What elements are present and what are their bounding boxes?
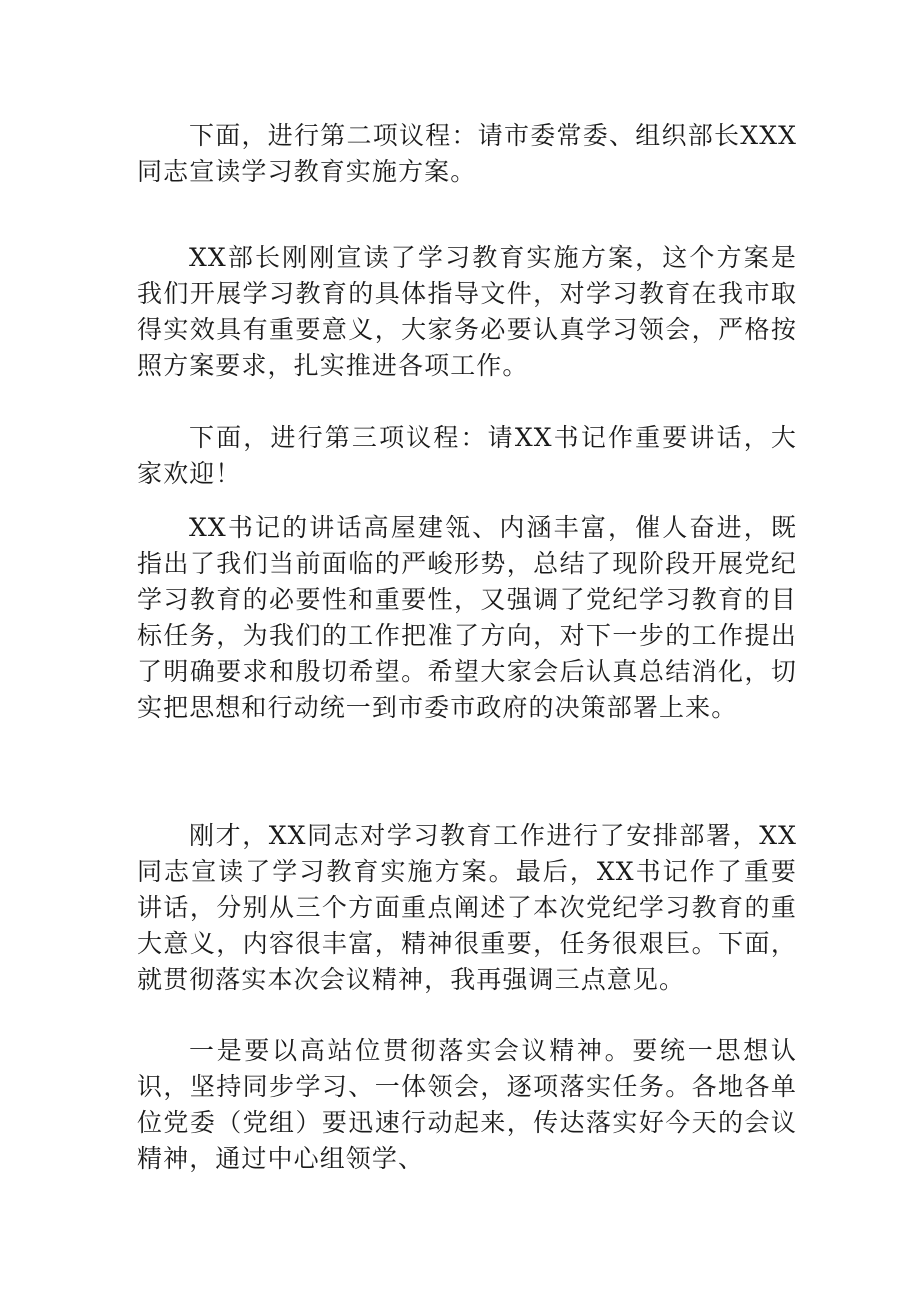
paragraph-plan-remarks: XX部长刚刚宣读了学习教育实施方案，这个方案是我们开展学习教育的具体指导文件，对学习教育在我市取得实效具有重要意义，大家务必要认真学习领会，严格按照方案要求，扎实推进各项工作。 xyxy=(137,243,797,380)
paragraph-speech-summary: XX书记的讲话高屋建瓴、内涵丰富，催人奋进，既指出了我们当前面临的严峻形势，总结了现阶段开展党纪学习教育的必要性和重要性，又强调了党纪学习教育的目标任务，为我们的工作把准了方向，对下一步的工作提出了明确要求和殷切希望。希望大家会后认真总结消化，切实把思想和行动统一到市委市政府的决策部署上来。 xyxy=(137,513,797,722)
paragraph-agenda-item-three: 下面，进行第三项议程：请XX书记作重要讲话，大家欢迎！ xyxy=(137,423,797,488)
paragraph-meeting-recap: 刚才，XX同志对学习教育工作进行了安排部署，XX同志宣读了学习教育实施方案。最后，XX书记作了重要讲话，分别从三个方面重点阐述了本次党纪学习教育的重大意义，内容很丰富，精神很重要，任务很艰巨。下面，就贯彻落实本次会议精神，我再强调三点意见。 xyxy=(137,821,797,994)
paragraph-point-one: 一是要以高站位贯彻落实会议精神。要统一思想认识，坚持同步学习、一体领会，逐项落实任务。各地各单位党委（党组）要迅速行动起来，传达落实好今天的会议精神，通过中心组领学、 xyxy=(137,1036,797,1173)
paragraph-agenda-item-two: 下面，进行第二项议程：请市委常委、组织部长XXX同志宣读学习教育实施方案。 xyxy=(137,121,797,186)
